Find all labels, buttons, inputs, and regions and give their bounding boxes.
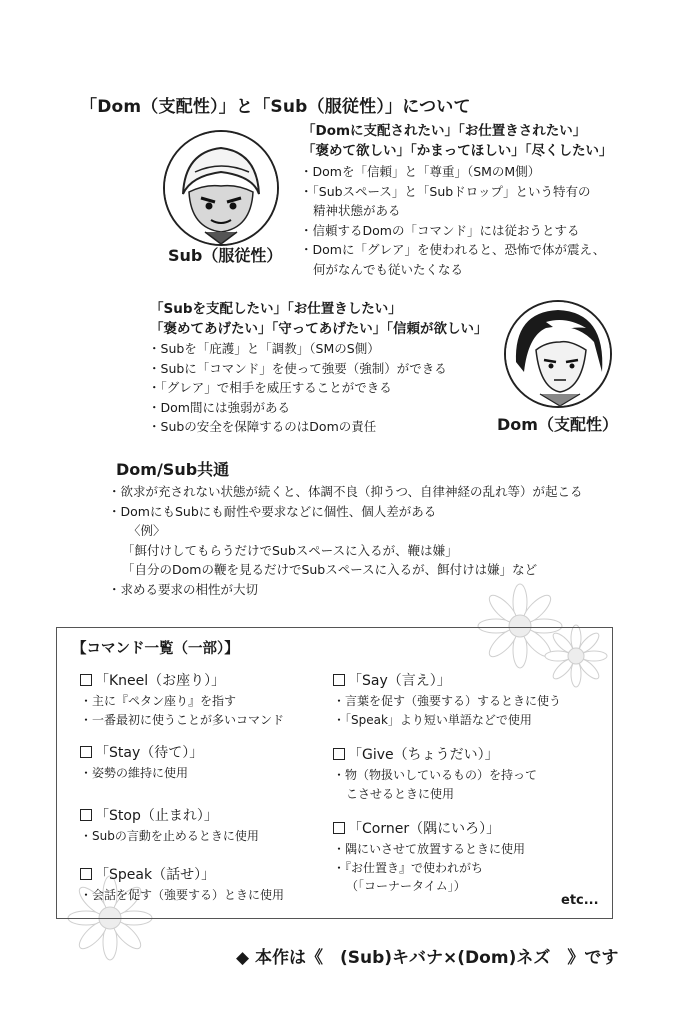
checkbox-icon — [333, 674, 345, 686]
etc-label: etc... — [561, 893, 599, 908]
command-item — [333, 670, 603, 744]
dom-headline-line: 「Subを支配したい」「お仕置きしたい」 — [150, 301, 402, 317]
dom-headline-line: 「褒めてあげたい」「守ってあげたい」「信頼が欲しい」 — [150, 321, 488, 337]
list-item: ・ 求める要求の相性が大切 — [108, 580, 583, 600]
list-item: ・ 一番最初に使うことが多いコマンド — [80, 711, 330, 730]
list-item: ・ Dom間には強弱がある — [148, 398, 447, 418]
sub-headline-line: 「Domに支配されたい」「お仕置きされたい」 — [302, 123, 587, 139]
command-name: 「Stay（待て）」 — [95, 745, 204, 761]
command-name: 「Speak（話せ）」 — [95, 867, 216, 883]
sub-headline-line: 「褒めて欲しい」「かまってほしい」「尽くしたい」 — [302, 143, 613, 159]
list-item: ・ 「Speak」より短い単語などで使用 — [333, 711, 603, 730]
command-item — [333, 818, 603, 896]
list-item: 「餌付けしてもらうだけでSubスペースに入るが、鞭は嫌」 — [122, 542, 458, 558]
checkbox-icon — [333, 748, 345, 760]
command-item — [80, 670, 330, 742]
dom-points — [148, 339, 447, 437]
list-item: ・ DomにもSubにも耐性や要求などに個性、個人差がある — [108, 502, 583, 522]
common-heading: Dom/Sub共通 — [116, 460, 230, 479]
footer-note: ◆ 本作は《 (Sub)キバナ×(Dom)ネズ 》です — [236, 948, 619, 968]
dom-portrait — [504, 300, 612, 408]
list-item: ・ Subに「コマンド」を使って強要（強制）ができる — [148, 359, 447, 379]
checkbox-icon — [80, 674, 92, 686]
list-item: ・ 主に『ペタン座り』を指す — [80, 692, 330, 711]
sub-character-illustration — [165, 132, 277, 244]
command-name: 「Say（言え）」 — [348, 673, 451, 689]
list-item: ・ 物（物扱いしているもの）を持って — [333, 766, 603, 785]
list-item: ・ Domを「信頼」と「尊重」（SMのM側） — [300, 162, 605, 182]
command-name: 「Stop（止まれ）」 — [95, 808, 218, 824]
command-item — [333, 744, 603, 818]
checkbox-icon — [80, 868, 92, 880]
sub-points — [300, 162, 605, 279]
list-item: ・ Subの言動を止めるときに使用 — [80, 827, 330, 846]
list-item: 精神状態がある — [313, 203, 401, 218]
list-item: （「コーナータイム」） — [346, 879, 466, 893]
list-item: 〈例〉 — [128, 523, 166, 538]
list-item: ・ 言葉を促す（強要する）するときに使う — [333, 692, 603, 711]
command-item — [80, 805, 330, 864]
list-item: ・ 会話を促す（強要する）ときに使用 — [80, 886, 330, 905]
command-item — [80, 864, 330, 905]
list-item: ・ Subの安全を保障するのはDomの責任 — [148, 417, 447, 437]
checkbox-icon — [80, 746, 92, 758]
command-column-right — [333, 670, 603, 896]
list-item: ・ 『お仕置き』で使われがち — [333, 859, 603, 878]
sub-caption: Sub（服従性） — [168, 246, 283, 265]
list-item: ・ 信頼するDomの「コマンド」には従おうとする — [300, 221, 605, 241]
list-item: ・ 姿勢の維持に使用 — [80, 764, 330, 783]
list-item: 「自分のDomの鞭を見るだけでSubスペースに入るが、餌付けは嫌」など — [122, 562, 538, 577]
list-item: ・ 「グレア」で相手を威圧することができる — [148, 378, 447, 398]
command-name: 「Kneel（お座り）」 — [95, 673, 226, 689]
dom-character-illustration — [506, 302, 610, 406]
list-item: 何がなんでも従いたくなる — [313, 261, 464, 277]
list-item: ・ Domに「グレア」を使われると、恐怖で体が震え、 — [300, 240, 605, 260]
command-name: 「Corner（隅にいろ）」 — [348, 821, 501, 837]
command-box-title: 【コマンド一覧（一部）】 — [72, 641, 239, 657]
sub-portrait — [163, 130, 279, 246]
command-column-left — [80, 670, 330, 905]
list-item: ・ 「Subスペース」と「Subドロップ」という特有の — [300, 182, 605, 202]
command-item — [80, 742, 330, 805]
list-item: ・ Subを「庇護」と「調教」（SMのS側） — [148, 339, 447, 359]
checkbox-icon — [333, 822, 345, 834]
list-item: ・ 欲求が充されない状態が続くと、体調不良（抑うつ、自律神経の乱れ等）が起こる — [108, 482, 583, 502]
sub-headline — [302, 121, 613, 161]
list-item: こさせるときに使用 — [346, 786, 455, 801]
checkbox-icon — [80, 809, 92, 821]
page-title: 「Dom（支配性）」と「Sub（服従性）」について — [80, 97, 471, 117]
dom-caption: Dom（支配性） — [497, 415, 618, 434]
dom-headline — [150, 299, 488, 339]
command-name: 「Give（ちょうだい）」 — [348, 747, 499, 763]
list-item: ・ 隅にいさせて放置するときに使用 — [333, 840, 603, 859]
